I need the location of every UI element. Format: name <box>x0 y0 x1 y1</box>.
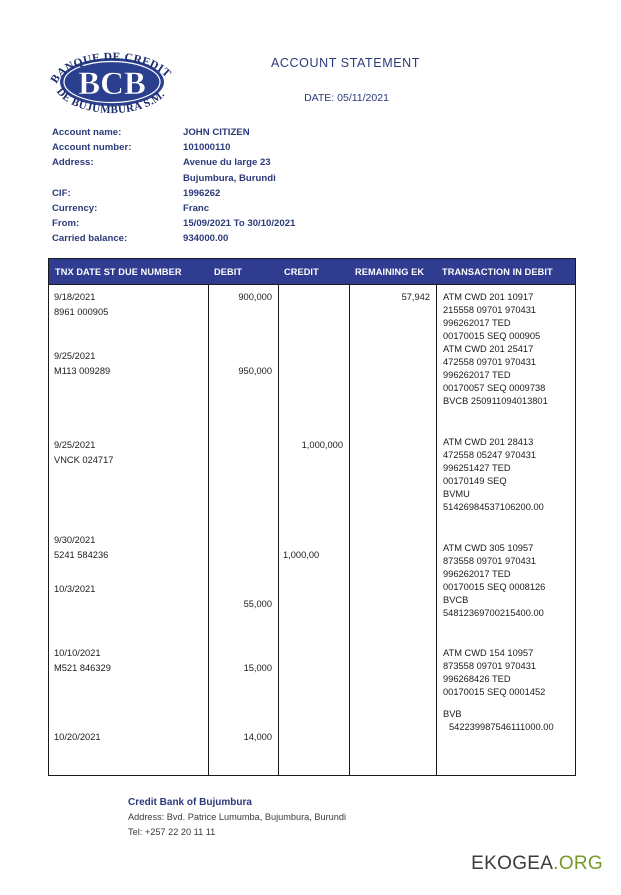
tnx-reference: M521 846329 <box>54 663 111 673</box>
footer-block <box>128 795 548 840</box>
tnx-reference: 5241 584236 <box>54 550 109 560</box>
transaction-line: 00170057 SEQ 0009738 <box>443 383 546 393</box>
account-info-row <box>52 201 472 216</box>
transaction-line: 54812369700215400.00 <box>443 608 544 618</box>
debit-amount: 55,000 <box>243 599 272 609</box>
account-info-row <box>52 231 472 246</box>
transaction-line: 472558 09701 970431 <box>443 357 537 367</box>
tnx-reference: M113 009289 <box>54 366 111 376</box>
period-value: 15/09/2021 To 30/10/2021 <box>183 218 296 230</box>
bank-address: Address: Bvd. Patrice Lumumba, Bujumbura, Burundi <box>128 812 347 822</box>
address-label: Address: <box>52 157 94 169</box>
transaction-line: 996268426 TED <box>443 674 511 684</box>
tnx-column <box>49 285 208 775</box>
transaction-line: 00170015 SEQ 000905 <box>443 331 541 341</box>
address-label-continuation <box>52 171 183 186</box>
debit-amount: 950,000 <box>238 366 272 376</box>
watermark-suffix: .ORG <box>553 853 603 874</box>
tnx-date: 9/30/2021 <box>54 535 96 545</box>
account-info-row <box>52 155 472 170</box>
bank-name: Credit Bank of Bujumbura <box>128 797 252 808</box>
tnx-date: 9/25/2021 <box>54 440 96 450</box>
svg-text:BCB: BCB <box>78 66 146 102</box>
credit-amount: 1,000,00 <box>283 550 320 560</box>
site-watermark <box>471 853 603 875</box>
tnx-date: 10/3/2021 <box>54 584 96 594</box>
table-body <box>49 284 575 775</box>
column-header-transaction: TRANSACTION IN DEBIT <box>442 266 553 277</box>
debit-column <box>209 285 278 775</box>
debit-amount: 15,000 <box>243 663 272 673</box>
statement-date: DATE: 05/11/2021 <box>304 92 389 104</box>
transaction-line: 996262017 TED <box>443 370 511 380</box>
account-info-row <box>52 140 472 155</box>
account-number-value: 101000110 <box>183 142 231 154</box>
transaction-line: 215558 09701 970431 <box>443 305 537 315</box>
cif-value: 1996262 <box>183 187 221 199</box>
carried-balance-label: Carried balance: <box>52 233 128 245</box>
transaction-line: ATM CWD 154 10957 <box>443 648 534 658</box>
svg-text:BANQUE DE CREDIT: BANQUE DE CREDIT <box>48 51 174 86</box>
transaction-line: 873558 09701 970431 <box>443 556 537 566</box>
address-line-2: Bujumbura, Burundi <box>183 172 276 184</box>
transaction-line: BVCB 250911094013801 <box>443 396 548 406</box>
transaction-line: 00170015 SEQ 0008126 <box>443 582 546 592</box>
currency-label: Currency: <box>52 202 98 214</box>
column-header-tnx: TNX DATE ST DUE NUMBER <box>49 267 208 277</box>
transaction-line: 996262017 TED <box>443 318 511 328</box>
page-title: ACCOUNT STATEMENT <box>270 56 421 70</box>
credit-column <box>279 285 349 775</box>
currency-value: Franc <box>183 202 210 214</box>
tnx-date: 9/25/2021 <box>54 351 96 361</box>
debit-amount: 14,000 <box>243 732 272 742</box>
transaction-line: ATM CWD 305 10957 <box>443 543 534 553</box>
column-header-remaining: REMAINING EK <box>349 267 436 277</box>
transaction-line: BVMU <box>443 489 470 499</box>
period-label: From: <box>52 218 80 230</box>
transaction-line: ATM CWD 201 10917 <box>443 292 534 302</box>
tnx-date: 9/18/2021 <box>54 292 96 302</box>
remaining-column <box>350 285 436 775</box>
transaction-line: BVB <box>443 709 462 719</box>
svg-text:DE BUJUMBURA S.M.: DE BUJUMBURA S.M. <box>53 85 168 117</box>
account-info-block <box>52 125 472 247</box>
transaction-line: 00170149 SEQ <box>443 476 507 486</box>
transaction-line: 51426984537106200.00 <box>443 502 544 512</box>
transaction-line: 873558 09701 970431 <box>443 661 537 671</box>
transactions-table <box>48 258 576 776</box>
account-name-value: JOHN CITIZEN <box>183 127 250 138</box>
account-info-row <box>52 171 472 186</box>
transaction-line: 542239987546111000.00 <box>449 722 554 732</box>
cif-label: CIF: <box>52 187 71 199</box>
account-name-label: Account name: <box>52 127 122 138</box>
carried-balance-value: 934000.00 <box>183 233 229 245</box>
address-line-1: Avenue du large 23 <box>183 157 271 169</box>
account-info-row <box>52 216 472 231</box>
tnx-reference: 8961 000905 <box>54 307 109 317</box>
debit-amount: 900,000 <box>238 292 272 302</box>
column-header-debit: DEBIT <box>208 267 278 277</box>
transaction-line: 996251427 TED <box>443 463 511 473</box>
account-info-row <box>52 125 472 140</box>
column-header-credit: CREDIT <box>278 267 349 277</box>
bank-telephone: Tel: +257 22 20 11 11 <box>128 827 216 837</box>
transaction-line: 472558 05247 970431 <box>443 450 537 460</box>
tnx-date: 10/20/2021 <box>54 732 101 742</box>
transaction-line: ATM CWD 201 25417 <box>443 344 534 354</box>
tnx-reference: VNCK 024717 <box>54 455 114 465</box>
tnx-date: 10/10/2021 <box>54 648 101 658</box>
transaction-line: ATM CWD 201 28413 <box>443 437 534 447</box>
account-info-row <box>52 186 472 201</box>
transaction-line: BVCB <box>443 595 469 605</box>
table-header-row <box>49 259 575 284</box>
transaction-line: 00170015 SEQ 0001452 <box>443 687 546 697</box>
remaining-balance: 57,942 <box>401 292 430 302</box>
watermark-main: EKOGEA <box>471 853 554 874</box>
credit-amount: 1,000,000 <box>301 440 343 450</box>
account-number-label: Account number: <box>52 142 132 154</box>
transaction-line: 996262017 TED <box>443 569 511 579</box>
transaction-column <box>437 285 577 775</box>
